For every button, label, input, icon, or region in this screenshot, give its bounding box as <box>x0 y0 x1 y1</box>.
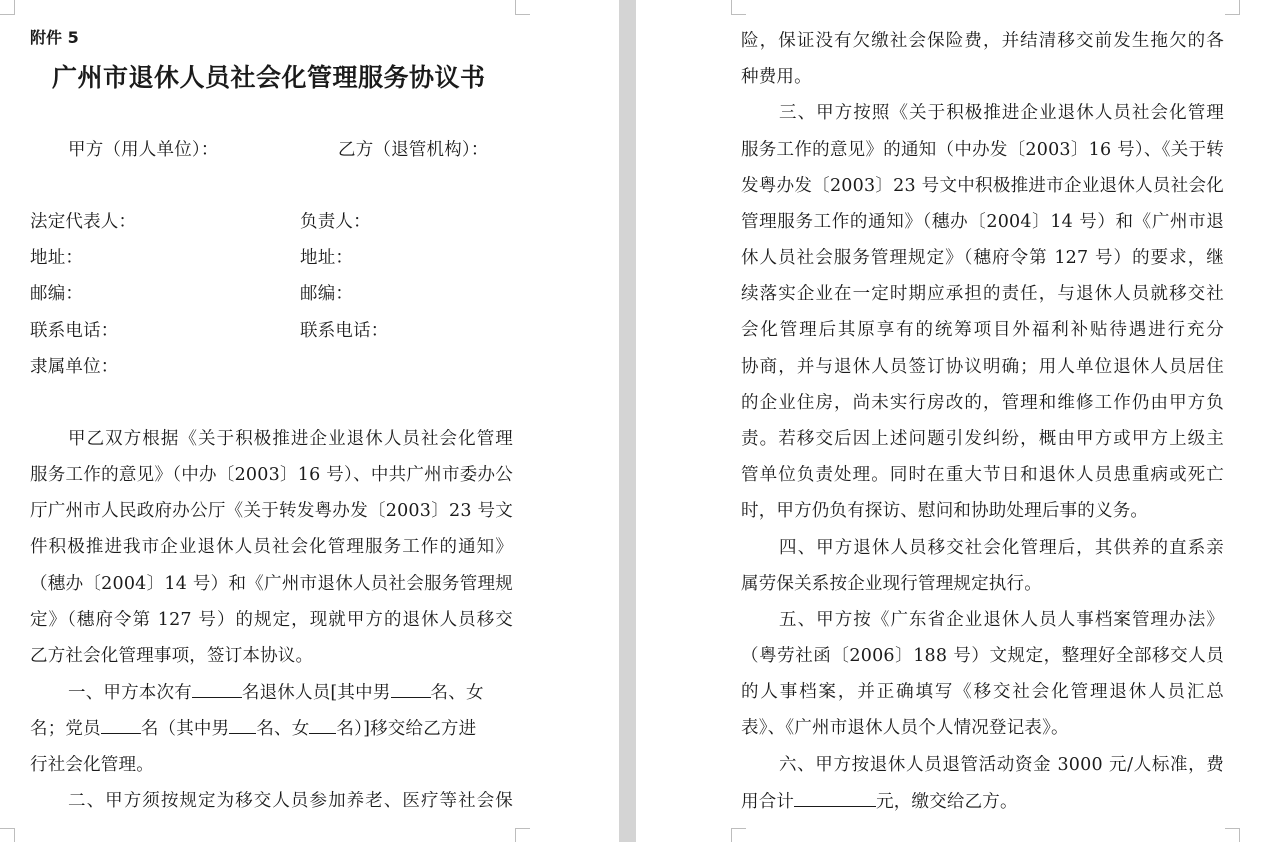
body-text-line: 发粤办发〔2003〕23 号文中积极推进市企业退休人员社会化 <box>741 176 1224 196</box>
body-text-line: 休人员社会服务管理规定》（穗府令第 127 号）的要求，继 <box>741 248 1224 268</box>
field-person-in-charge: 负责人： <box>300 212 371 232</box>
body-text-line: 件积极推进我市企业退休人员社会化管理服务工作的通知》 <box>30 537 513 557</box>
body-text-line: 厅广州市人民政府办公厅《关于转发粤办发〔2003〕23 号文 <box>30 501 513 521</box>
party-a-label: 甲方（用人单位）： <box>68 140 219 160</box>
field-postcode-b: 邮编： <box>300 284 354 304</box>
page-corner-mark <box>0 828 15 842</box>
body-text-line: 服务工作的意见》的通知（中办发〔2003〕16 号）、《关于转 <box>741 140 1224 160</box>
field-legal-representative: 法定代表人： <box>30 212 137 232</box>
clause-1-line-1: 一、甲方本次有 名退休人员[其中男 名、女 <box>68 683 484 703</box>
body-text-line: 属劳保关系按企业现行管理规定执行。 <box>741 574 1042 594</box>
page-corner-mark <box>0 0 15 15</box>
body-text-line: 会化管理后其原享有的统筹项目外福利补贴待遇进行充分 <box>741 320 1224 340</box>
body-text-line: 乙方社会化管理事项，签订本协议。 <box>30 646 314 666</box>
body-text-line: 六、甲方按退休人员退管活动资金 3000 元/人标准，费 <box>779 755 1224 775</box>
body-text-line: 种费用。 <box>741 67 812 87</box>
field-phone-a: 联系电话： <box>30 321 119 341</box>
clause-6-line-2: 用合计 元，缴交给乙方。 <box>741 792 1018 812</box>
body-text-line: 的企业住房，尚未实行房改的，管理和维修工作仍由甲方负 <box>741 393 1224 413</box>
clause-1-line-3: 行社会化管理。 <box>30 755 154 775</box>
field-address-b: 地址： <box>300 248 354 268</box>
document-page-left <box>0 0 619 842</box>
blank-party-male-count[interactable] <box>229 717 256 734</box>
page-corner-mark <box>1225 0 1240 15</box>
body-text-line: 管理服务工作的通知》（穗办〔2004〕14 号）和《广州市退 <box>741 212 1224 232</box>
body-text-line: （穗办〔2004〕14 号）和《广州市退休人员社会服务管理规 <box>30 574 513 594</box>
body-text-line: 四、甲方退休人员移交社会化管理后，其供养的直系亲 <box>779 538 1224 558</box>
body-text-line: 的人事档案，并正确填写《移交社会化管理退休人员汇总 <box>741 682 1224 702</box>
blank-total-retirees[interactable] <box>192 681 242 698</box>
blank-party-female-count[interactable] <box>309 717 336 734</box>
body-text-line: （粤劳社函〔2006〕188 号）文规定，整理好全部移交人员 <box>741 646 1224 666</box>
document-page-right <box>636 0 1265 842</box>
party-b-label: 乙方（退管机构）： <box>338 140 489 160</box>
clause-1-line-2: 名；党员 名（其中男 名、女 名）]移交给乙方进 <box>30 719 477 739</box>
body-text-line: 险，保证没有欠缴社会保险费，并结清移交前发生拖欠的各 <box>741 31 1224 51</box>
body-text-line: 责。若移交后因上述问题引发纠纷，概由甲方或甲方上级主 <box>741 429 1224 449</box>
page-corner-mark <box>515 0 530 15</box>
body-text-line: 三、甲方按照《关于积极推进企业退休人员社会化管理 <box>779 103 1224 123</box>
body-text-line: 服务工作的意见》（中办〔2003〕16 号）、中共广州市委办公 <box>30 465 513 485</box>
body-text-line: 续落实企业在一定时期应承担的责任，与退休人员就移交社 <box>741 284 1224 304</box>
blank-male-count[interactable] <box>391 681 431 698</box>
blank-party-member-count[interactable] <box>101 717 141 734</box>
page-corner-mark <box>731 0 746 15</box>
body-text-line: 五、甲方按《广东省企业退休人员人事档案管理办法》 <box>779 610 1224 630</box>
field-phone-b: 联系电话： <box>300 321 389 341</box>
blank-total-fee[interactable] <box>794 790 876 807</box>
body-text-line: 表》、《广州市退休人员个人情况登记表》。 <box>741 718 1069 738</box>
page-gutter <box>619 0 636 842</box>
field-postcode-a: 邮编： <box>30 284 84 304</box>
page-corner-mark <box>731 828 746 842</box>
attachment-label: 附件 5 <box>30 28 79 47</box>
field-address-a: 地址： <box>30 248 84 268</box>
body-text-line: 定》（穗府令第 127 号）的规定，现就甲方的退休人员移交 <box>30 610 513 630</box>
page-corner-mark <box>1225 828 1240 842</box>
body-text-line: 协商，并与退休人员签订协议明确；用人单位退休人员居住 <box>741 357 1224 377</box>
body-text-line: 甲乙双方根据《关于积极推进企业退休人员社会化管理 <box>68 429 513 449</box>
body-text-line: 时，甲方仍负有探访、慰问和协助处理后事的义务。 <box>741 501 1149 521</box>
page-corner-mark <box>515 828 530 842</box>
body-text-line: 管单位负责处理。同时在重大节日和退休人员患重病或死亡 <box>741 465 1224 485</box>
document-title: 广州市退休人员社会化管理服务协议书 <box>52 63 486 92</box>
clause-2-start: 二、甲方须按规定为移交人员参加养老、医疗等社会保 <box>68 791 513 811</box>
field-affiliated-unit: 隶属单位： <box>30 357 119 377</box>
